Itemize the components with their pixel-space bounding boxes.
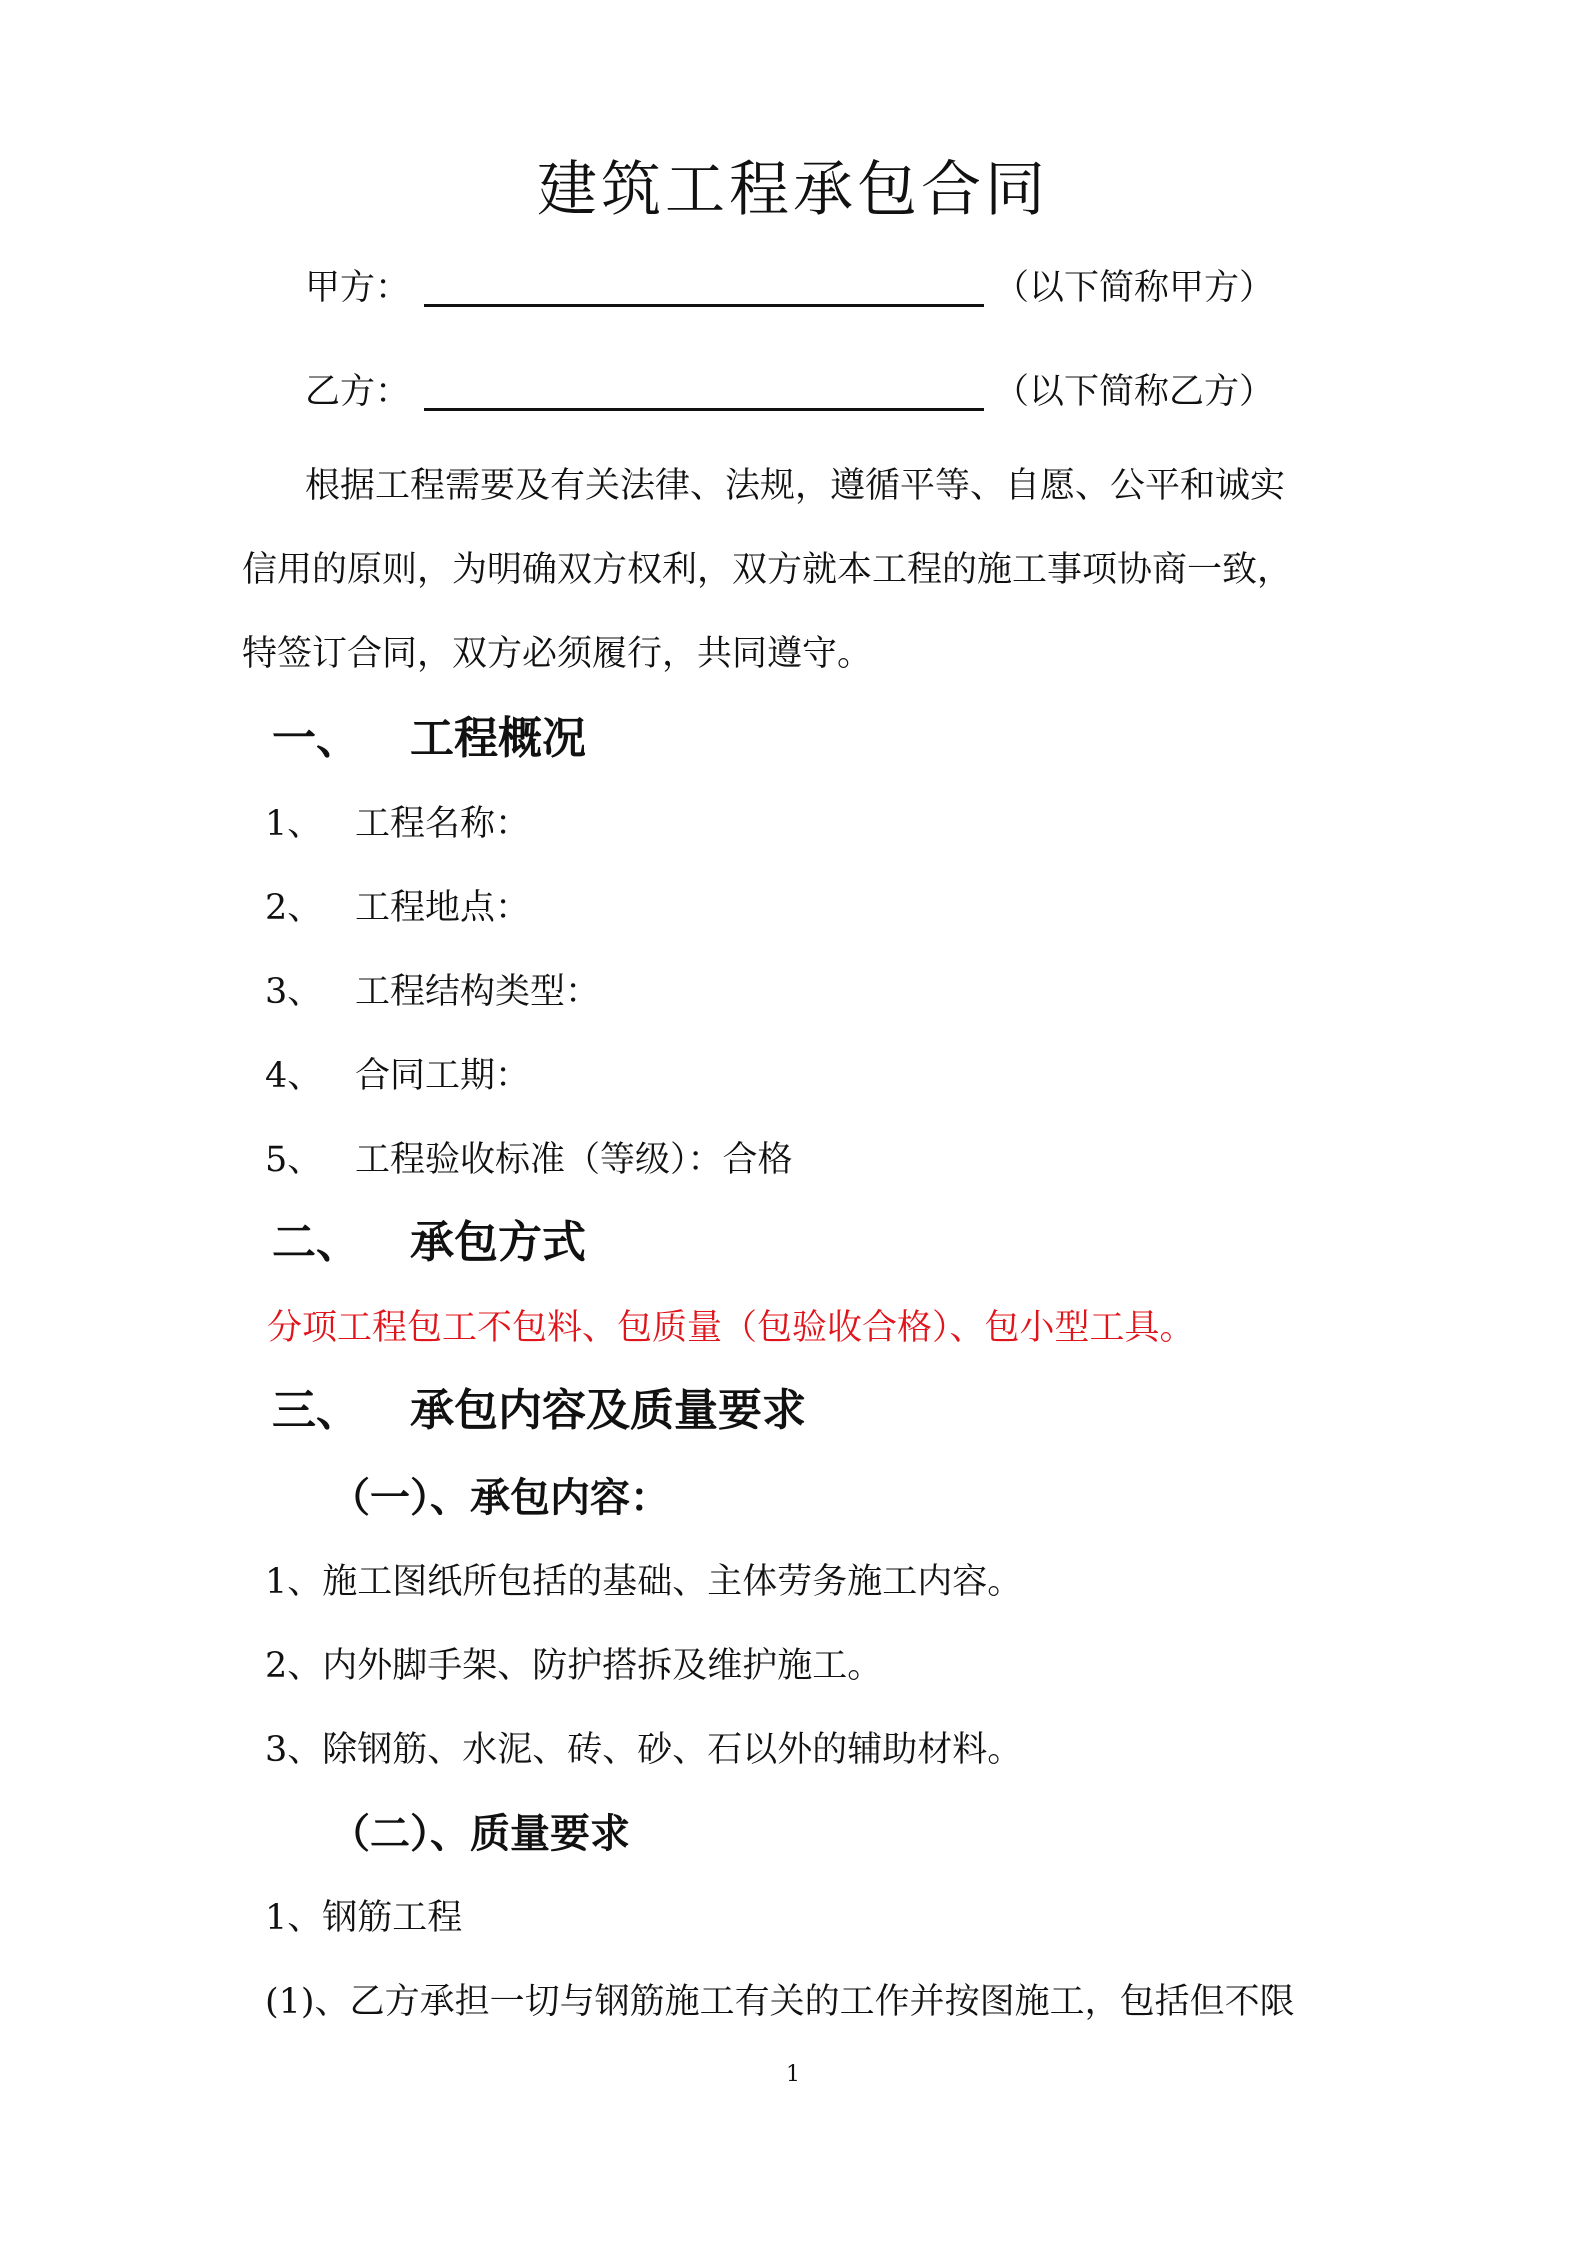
item-text: 工程结构类型：: [355, 972, 601, 1012]
section-1-item: [265, 1130, 793, 1190]
section-3-title: 承包内容及质量要求: [410, 1385, 806, 1436]
party-a-note: （以下简称甲方）: [994, 268, 1275, 308]
item-text: 工程名称：: [355, 804, 531, 844]
item-text: 工程验收标准（等级）：合格: [355, 1140, 793, 1180]
subsection-1-item: 3、除钢筋、水泥、砖、砂、石以外的辅助材料。: [265, 1730, 1023, 1770]
item-number: 4、: [265, 1056, 323, 1096]
item-number: 2、: [265, 888, 323, 928]
item-text: 工程地点：: [355, 888, 531, 928]
party-a-blank-line: [424, 270, 984, 307]
item-number: 1、: [265, 804, 323, 844]
section-1-item: [265, 962, 600, 1022]
party-b-label: 乙方：: [305, 372, 411, 412]
section-1-number: 一、: [272, 713, 360, 764]
party-b-blank-line: [424, 374, 984, 411]
intro-line-2: 信用的原则，为明确双方权利，双方就本工程的施工事项协商一致，: [242, 550, 1293, 590]
item-number: 3、: [265, 972, 323, 1012]
section-2-heading: [272, 1208, 586, 1278]
document-title: 建筑工程承包合同: [537, 155, 1049, 225]
section-2-title: 承包方式: [410, 1217, 586, 1268]
subsection-1-item: 2、内外脚手架、防护搭拆及维护施工。: [265, 1646, 883, 1686]
party-a-label: 甲方：: [305, 268, 411, 308]
section-1-title: 工程概况: [410, 713, 586, 764]
party-b-note: （以下简称乙方）: [994, 372, 1275, 412]
subsection-2-item: (1)、乙方承担一切与钢筋施工有关的工作并按图施工，包括但不限: [265, 1982, 1295, 2022]
subsection-2-item: 1、钢筋工程: [265, 1898, 463, 1938]
item-number: 5、: [265, 1140, 323, 1180]
party-a-row: [305, 258, 1274, 318]
subsection-1-item: 1、施工图纸所包括的基础、主体劳务施工内容。: [265, 1562, 1023, 1602]
item-text: 合同工期：: [355, 1056, 531, 1096]
page-number: 1: [786, 2062, 800, 2087]
section-1-item: [265, 794, 530, 854]
subsection-1-heading: （一）、承包内容：: [330, 1474, 670, 1521]
intro-line-1: 根据工程需要及有关法律、法规，遵循平等、自愿、公平和诚实: [305, 466, 1286, 506]
section-1-heading: [272, 704, 586, 774]
party-b-row: [305, 362, 1274, 422]
section-3-heading: [272, 1376, 806, 1446]
subsection-2-heading: （二）、质量要求: [330, 1810, 630, 1857]
section-1-item: [265, 878, 530, 938]
section-3-number: 三、: [272, 1385, 360, 1436]
section-1-item: [265, 1046, 530, 1106]
section-2-content: 分项工程包工不包料、包质量（包验收合格）、包小型工具。: [267, 1308, 1195, 1348]
intro-line-3: 特签订合同，双方必须履行，共同遵守。: [242, 634, 873, 674]
section-2-number: 二、: [272, 1217, 360, 1268]
